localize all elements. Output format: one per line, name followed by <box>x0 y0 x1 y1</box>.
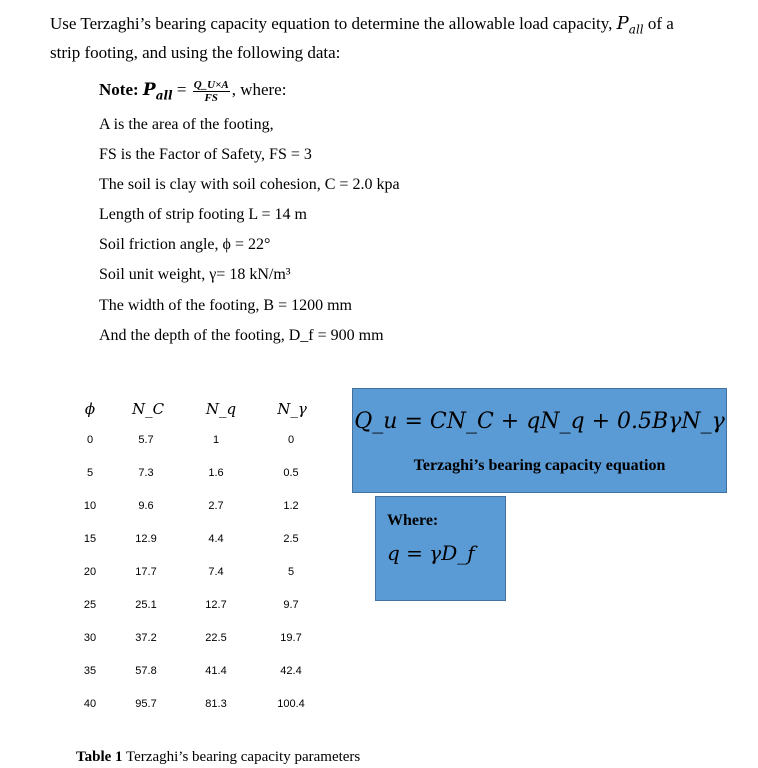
note-numerator: Q_U×A <box>193 78 229 91</box>
cell-ngamma-0: 0 <box>287 434 295 446</box>
item-depth: And the depth of the footing, D_f = 900 mm <box>99 327 384 344</box>
cell-ngamma-5: 9.7 <box>283 599 299 611</box>
cell-phi-8: 40 <box>83 698 97 710</box>
item-width: The width of the footing, B = 1200 mm <box>99 297 352 314</box>
note-denominator: FS <box>204 91 218 104</box>
intro-line-1-post: of a <box>643 14 674 33</box>
cell-nc-0: 5.7 <box>138 434 154 446</box>
item-unit-weight: Soil unit weight, γ= 18 kN/m³ <box>99 266 291 283</box>
caption-text: Terzaghi’s bearing capacity parameters <box>122 749 361 765</box>
cell-phi-6: 30 <box>83 632 97 644</box>
cell-nq-6: 22.5 <box>205 632 227 644</box>
where-label: Where: <box>387 512 439 529</box>
cell-nq-4: 7.4 <box>208 566 224 578</box>
item-cohesion: The soil is clay with soil cohesion, C = 2.0 kpa <box>99 176 400 193</box>
cell-ngamma-2: 1.2 <box>283 500 299 512</box>
cell-ngamma-1: 0.5 <box>283 467 299 479</box>
cell-nc-2: 9.6 <box>138 500 154 512</box>
bearing-capacity-equation: Q_u = CN_C + qN_q + 0.5BγN_γ <box>354 409 725 434</box>
caption-bold: Table 1 <box>76 749 123 765</box>
cell-nq-7: 41.4 <box>205 665 227 677</box>
cell-nq-8: 81.3 <box>205 698 227 710</box>
cell-nc-7: 57.8 <box>135 665 157 677</box>
cell-nq-0: 1 <box>212 434 220 446</box>
cell-nc-1: 7.3 <box>138 467 154 479</box>
note-lhs: $P_{all}$ <box>142 80 173 103</box>
header-nq: N_q <box>205 400 237 418</box>
note-line <box>99 73 286 107</box>
cell-ngamma-6: 19.7 <box>280 632 302 644</box>
table-caption <box>76 749 360 766</box>
note-fraction <box>193 79 230 104</box>
cell-ngamma-8: 100.4 <box>277 698 305 710</box>
intro-line-2: strip footing, and using the following data: <box>50 43 341 62</box>
note-label: Note: <box>99 80 143 99</box>
header-phi: ϕ <box>84 400 96 418</box>
cell-nc-6: 37.2 <box>135 632 157 644</box>
cell-ngamma-7: 42.4 <box>280 665 302 677</box>
item-friction-angle: Soil friction angle, ϕ = 22° <box>99 236 271 253</box>
pall-symbol: $P_{all}$ <box>616 13 644 37</box>
equation-box <box>352 388 727 493</box>
header-nc: N_C <box>131 400 165 418</box>
cell-phi-5: 25 <box>83 599 97 611</box>
equation-label: Terzaghi’s bearing capacity equation <box>413 457 666 474</box>
intro-line-1-pre: Use Terzaghi’s bearing capacity equation to determine the allowable load capacity, <box>50 14 617 33</box>
cell-phi-0: 0 <box>86 434 94 446</box>
item-area: A is the area of the footing, <box>99 116 274 133</box>
cell-phi-7: 35 <box>83 665 97 677</box>
q-equation: q = γD_f <box>387 541 475 565</box>
item-length: Length of strip footing L = 14 m <box>99 206 307 223</box>
cell-phi-4: 20 <box>83 566 97 578</box>
note-equals: = <box>172 80 191 99</box>
cell-nc-3: 12.9 <box>135 533 157 545</box>
header-ngamma: N_γ <box>277 400 307 418</box>
intro-line-1 <box>50 13 674 41</box>
note-suffix: , where: <box>231 80 287 99</box>
cell-ngamma-3: 2.5 <box>283 533 299 545</box>
cell-nc-8: 95.7 <box>135 698 157 710</box>
cell-nq-2: 2.7 <box>208 500 224 512</box>
cell-nq-5: 12.7 <box>205 599 227 611</box>
cell-nq-1: 1.6 <box>208 467 224 479</box>
cell-ngamma-4: 5 <box>287 566 295 578</box>
cell-nq-3: 4.4 <box>208 533 224 545</box>
item-fs: FS is the Factor of Safety, FS = 3 <box>99 146 312 163</box>
cell-phi-2: 10 <box>83 500 97 512</box>
cell-nc-4: 17.7 <box>135 566 157 578</box>
where-box <box>375 496 506 601</box>
cell-phi-1: 5 <box>86 467 94 479</box>
cell-phi-3: 15 <box>83 533 97 545</box>
cell-nc-5: 25.1 <box>135 599 157 611</box>
